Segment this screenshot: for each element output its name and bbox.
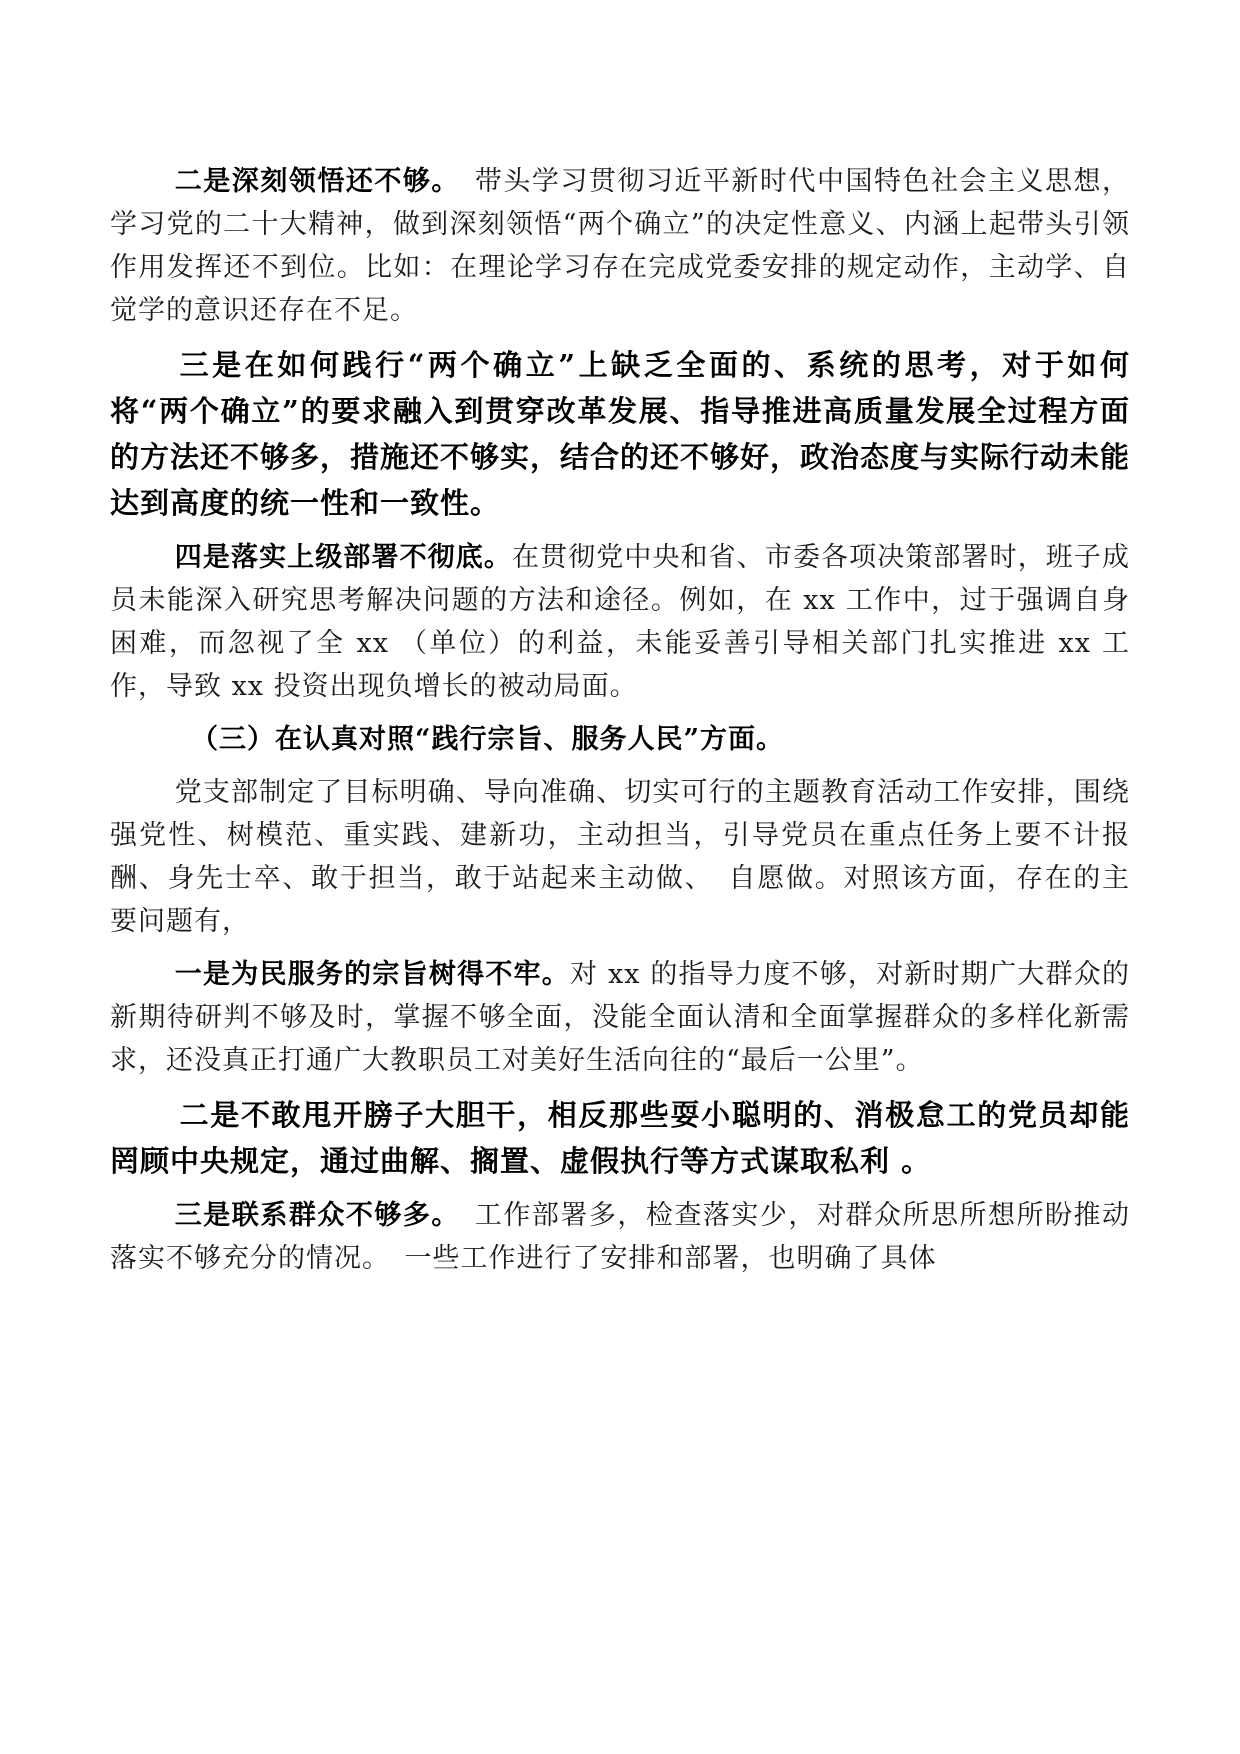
paragraph-implementation [110, 536, 1130, 708]
paragraph-text: 二是不敢甩开膀子大胆干，相反那些耍小聪明的、消极怠工的党员却能罔顾中央规定，通过曲解、搁置、虚假执行等方式谋取私利 。 [110, 1098, 1130, 1178]
paragraph-text: 带头学习贯彻习近平新时代中国特色社会主义思想，学习党的二十大精神，做到深刻领悟“两个确立”的决定性意义、内涵上起带头引领作用发挥还不到位。比如：在理论学习存在完成党委安排的规定动作，主动学、自觉学的意识还存在不足。 [110, 166, 1130, 326]
paragraph-text: 工作部署多，检查落实少，对群众所思所想所盼推动落实不够充分的情况。 一些工作进行了安排和部署，也明确了具体 [110, 1200, 1130, 1274]
paragraph-lead: 一是为民服务的宗旨树得不牢。 [174, 959, 571, 990]
paragraph-text: 三是在如何践行“两个确立”上缺乏全面的、系统的思考，对于如何将“两个确立”的要求融入到贯穿改革发展、指导推进高质量发展全过程方面的方法还不够多，措施还不够实，结合的还不够好，政治态度与实际行动未能达到高度的统一性和一致性。 [110, 348, 1131, 520]
paragraph-deep-understanding [110, 160, 1130, 332]
paragraph-text: 党支部制定了目标明确、导向准确、切实可行的主题教育活动工作安排，围绕强党性、树模范、重实践、建新功，主动担当，引导党员在重点任务上要不计报酬、身先士卒、敢于担当，敢于站起来主动做、 自愿做。对照该方面，存在的主要问题有， [110, 777, 1130, 937]
section-heading-text: （三）在认真对照“践行宗旨、服务人民”方面。 [191, 724, 785, 755]
paragraph-contact-masses [110, 1194, 1130, 1280]
paragraph-bold-action [110, 1092, 1130, 1184]
paragraph-text: 对 xx 的指导力度不够，对新时期广大群众的新期待研判不够及时，掌握不够全面，没能全面认清和全面掌握群众的多样化新需求，还没真正打通广大教职员工对美好生活向往的“最后一公里”。 [110, 959, 1130, 1076]
paragraph-lead: 三是联系群众不够多。 [174, 1200, 447, 1231]
paragraph-lead: 四是落实上级部署不彻底。 [174, 542, 512, 573]
paragraph-serve-people [110, 953, 1130, 1082]
paragraph-party-branch [110, 771, 1130, 943]
paragraph-two-establishments [110, 342, 1130, 526]
paragraph-lead: 二是深刻领悟还不够。 [174, 166, 447, 197]
paragraph-text: 在贯彻党中央和省、市委各项决策部署时，班子成员未能深入研究思考解决问题的方法和途径。例如，在 xx 工作中，过于强调自身困难，而忽视了全 xx （单位）的利益，未能妥善引导相关部门扎实推进 xx 工作，导致 xx 投资出现负增长的被动局面。 [110, 542, 1131, 702]
section-heading-serve-people [110, 718, 1130, 761]
document-body [110, 160, 1130, 1280]
